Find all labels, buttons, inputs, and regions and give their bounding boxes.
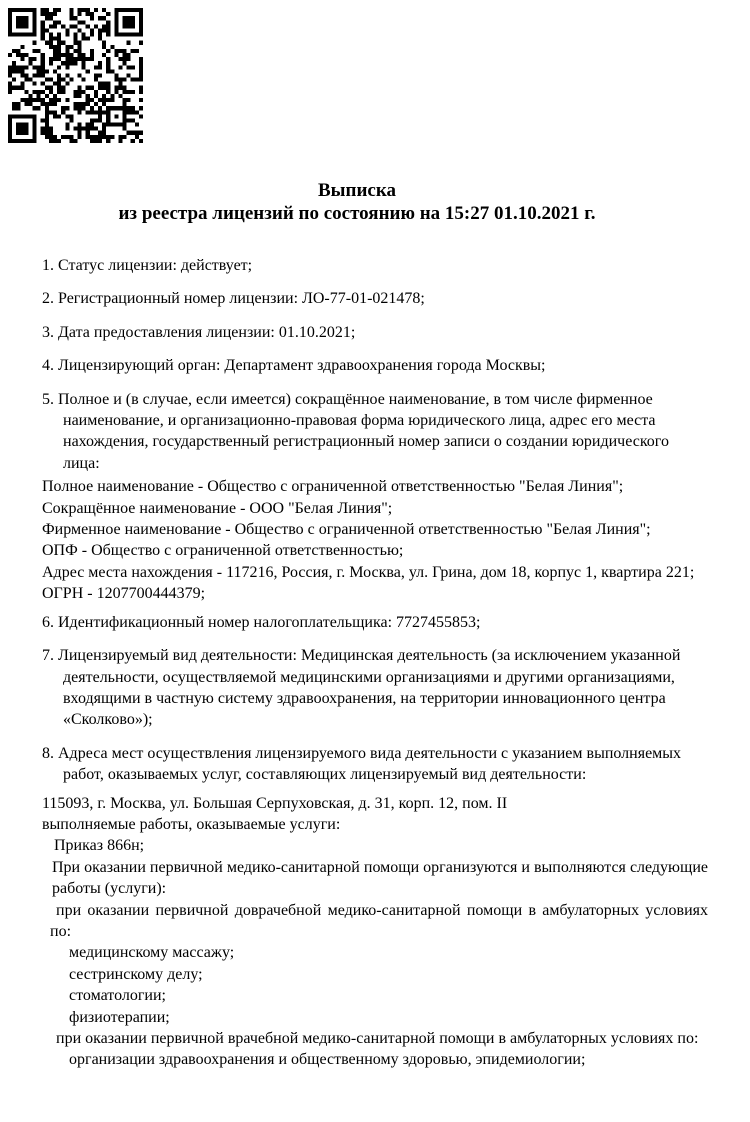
document-title: Выписка: [318, 180, 396, 201]
clause-number: 8.: [42, 744, 54, 762]
work-line: стоматологии;: [69, 987, 166, 1005]
entity-address: Адрес места нахождения - 117216, Россия, г. Москва, ул. Грина, дом 18, корпус 1, квартира 221;: [42, 563, 695, 581]
entity-full-name: Полное наименование - Общество с ограниченной ответственностью "Белая Линия";: [42, 478, 624, 496]
entity-ogrn: ОГРН - 1207700444379;: [42, 585, 206, 603]
clause-list: [42, 255, 708, 1071]
entity-opf: ОПФ - Общество с ограниченной ответственностью;: [42, 542, 404, 560]
clause-number: 3.: [42, 323, 54, 341]
clause-licensing-authority: [42, 355, 708, 376]
clause-text: Лицензируемый вид деятельности: Медицинская деятельность (за исключением указанной деятельности, осуществляемой медицинскими организациями и другими организациями, входящими в частную систему здравоохранения, на территории инновационного центра «Сколково»);: [58, 647, 681, 729]
clause-inn: [42, 612, 708, 633]
qr-code: [8, 8, 143, 143]
qr-code-svg: [8, 8, 143, 143]
clause-grant-date: [42, 322, 708, 343]
clause-registration-number: [42, 288, 708, 309]
clause-text: Идентификационный номер налогоплательщика: 7727455853;: [58, 613, 481, 631]
license-extract: [42, 179, 708, 1071]
clause-license-status: [42, 255, 708, 276]
clause-activity-type: [42, 645, 708, 731]
clause-text: Адреса мест осуществления лицензируемого вида деятельности с указанием выполняемых работ, оказываемых услуг, составляющих лицензируемый вид деятельности:: [58, 744, 682, 784]
clause-number: 5.: [42, 390, 54, 408]
works-header: выполняемые работы, оказываемые услуги:: [42, 815, 341, 833]
order-reference: Приказ 866н;: [54, 837, 145, 855]
clause-number: 1.: [42, 257, 54, 274]
clause-number: 2.: [42, 290, 54, 308]
clause-text: Лицензирующий орган: Департамент здравоохранения города Москвы;: [58, 357, 546, 375]
clause-text: Дата предоставления лицензии: 01.10.2021;: [58, 323, 356, 341]
clause-text: Регистрационный номер лицензии: ЛО-77-01-021478;: [58, 290, 425, 308]
activity-address-block: [42, 793, 708, 1071]
clause-number: 6.: [42, 613, 54, 631]
work-line: при оказании первичной доврачебной медико-санитарной помощи в амбулаторных условиях по:: [50, 901, 708, 940]
work-line: физиотерапии;: [69, 1008, 170, 1026]
document-subtitle: из реестра лицензий по состоянию на 15:27 01.10.2021 г.: [118, 203, 596, 224]
work-line: При оказании первичной медико-санитарной помощи организуются и выполняются следующие работы (услуги):: [52, 858, 708, 898]
clause-number: 7.: [42, 647, 54, 665]
clause-text: Полное и (в случае, если имеется) сокращённое наименование, в том числе фирменное наименование, и организационно-правовая форма юридического лица, адрес его места нахождения, государственный регистрационный номер записи о создании юридического лица:: [58, 390, 669, 472]
entity-details: [42, 476, 708, 604]
entity-brand-name: Фирменное наименование - Общество с ограниченной ответственностью "Белая Линия";: [42, 521, 651, 539]
work-line: при оказании первичной врачебной медико-санитарной помощи в амбулаторных условиях по:: [56, 1030, 699, 1047]
activity-address: 115093, г. Москва, ул. Большая Серпуховская, д. 31, корп. 12, пом. II: [42, 794, 508, 812]
work-line: сестринскому делу;: [69, 965, 203, 983]
work-line: организации здравоохранения и общественному здоровью, эпидемиологии;: [69, 1051, 586, 1069]
clause-number: 4.: [42, 357, 54, 375]
clause-text: Статус лицензии: действует;: [58, 257, 253, 274]
clause-entity-names: [42, 389, 708, 475]
document-header: [42, 179, 672, 225]
entity-short-name: Сокращённое наименование - ООО "Белая Линия";: [42, 499, 393, 517]
work-line: медицинскому массажу;: [69, 944, 235, 962]
clause-activity-addresses: [42, 743, 708, 786]
